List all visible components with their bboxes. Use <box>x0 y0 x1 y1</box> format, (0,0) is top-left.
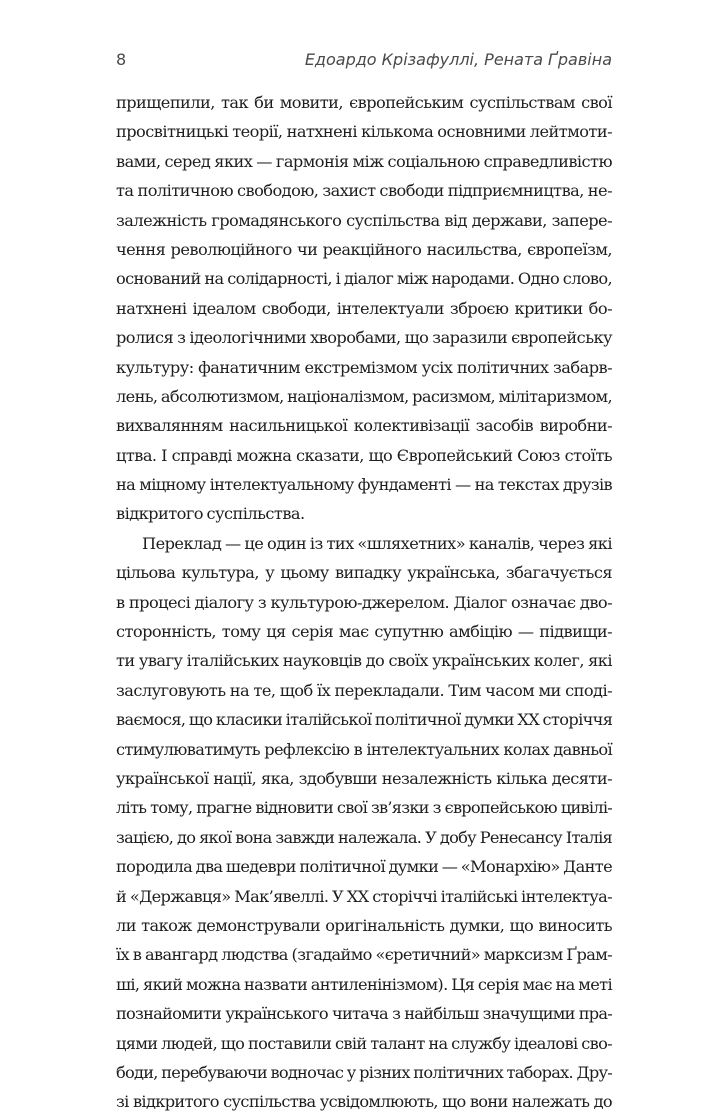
text-line: чення революційного чи реакційного насильства, європеїзм, <box>116 239 612 259</box>
text-line: зацією, до якої вона завжди належала. У добу Ренесансу Італія <box>116 827 612 847</box>
text-line: вами, серед яких — гармонія між соціальною справедливістю <box>116 151 612 171</box>
text-line: ваємося, що класики італійської політичної думки XX сторіччя <box>116 710 613 730</box>
text-line: прищепили, так би мовити, європейським суспільствам свої <box>116 93 612 112</box>
text-line: культуру: фанатичним екстремізмом усіх політичних забарв- <box>116 357 612 377</box>
paragraph-1 <box>116 88 612 529</box>
text-line: ролися з ідеологічними хворобами, що заразили європейську <box>116 328 612 348</box>
text-line: літь тому, прагне відновити свої зв’язки з європейською цивілі- <box>116 798 612 818</box>
text-line: залежність громадянського суспільства від держави, запере- <box>116 210 612 230</box>
page-header <box>116 46 612 72</box>
text-line: й «Державця» Мак’явеллі. У XX сторіччі італійські інтелектуа- <box>116 886 612 906</box>
text-line: на міцному інтелектуальному фундаменті — на текстах друзів <box>116 475 612 495</box>
text-line: сторонність, тому ця серія має супутню амбіцію — підвищи- <box>116 622 612 642</box>
text-line: відкритого суспільства. <box>116 504 305 524</box>
text-line: української нації, яка, здобувши незалежність кілька десяти- <box>116 768 612 788</box>
page-number: 8 <box>116 50 127 69</box>
text-line: просвітницькі теорії, натхнені кількома основними лейтмоти- <box>116 122 612 142</box>
text-line: ти увагу італійських науковців до своїх українських колег, які <box>116 651 612 671</box>
text-line: лень, абсолютизмом, націоналізмом, расизмом, мілітаризмом, <box>116 386 612 406</box>
text-line: цтва. І справді можна сказати, що Європейський Союз стоїть <box>116 445 612 465</box>
text-line: заслуговують на те, щоб їх перекладали. Тим часом ми споді- <box>116 680 612 700</box>
text-line: породила два шедеври політичної думки — «Монархію» Данте <box>116 857 612 877</box>
text-line: оснований на солідарності, і діалог між народами. Одно слово, <box>116 269 612 289</box>
text-line: та політичною свободою, захист свободи підприємництва, не- <box>116 181 612 201</box>
body-text <box>116 88 612 1117</box>
text-line: в процесі діалогу з культурою-джерелом. Діалог означає дво- <box>116 592 612 612</box>
text-line: Переклад — це один із тих «шляхетних» каналів, через які <box>142 533 612 553</box>
running-head-authors: Едоардо Крізафуллі, Рената Ґравіна <box>304 50 612 69</box>
text-line: зі відкритого суспільства усвідомлюють, що вони належать до <box>116 1092 612 1112</box>
text-line: їх в авангард людства (згадаймо «єретичний» марксизм Ґрам- <box>116 945 612 965</box>
text-line: цільова культура, у цьому випадку українська, збагачується <box>116 563 612 583</box>
paragraph-2 <box>116 529 612 1117</box>
text-line: натхнені ідеалом свободи, інтелектуали зброєю критики бо- <box>116 298 612 318</box>
text-line: ли також демонстрували оригінальність думки, що виносить <box>116 915 612 935</box>
text-line: познайомити українського читача з найбільш значущими пра- <box>116 1004 612 1024</box>
text-line: цями людей, що поставили свій талант на службу ідеалові сво- <box>116 1033 612 1053</box>
text-line: вихвалянням насильницької колективізації засобів виробни- <box>116 416 612 436</box>
text-line: ші, який можна назвати антиленінізмом). Ця серія має на меті <box>116 974 612 994</box>
text-line: стимулюватимуть рефлексію в інтелектуальних колах давньої <box>116 739 612 759</box>
text-line: боди, перебуваючи водночас у різних політичних таборах. Дру- <box>116 1062 612 1082</box>
